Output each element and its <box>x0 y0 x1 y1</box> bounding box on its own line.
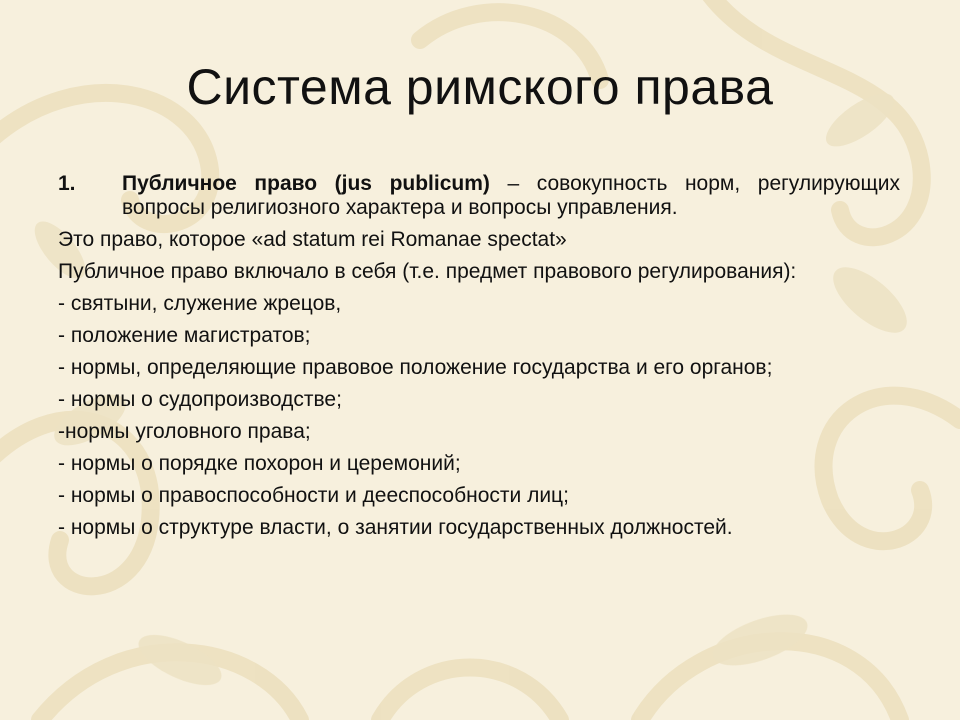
slide-title: Система римского права <box>186 59 774 115</box>
line-statum: Это право, которое «ad statum rei Romanae spectat» <box>58 228 567 251</box>
list-item: -нормы уголовного права; <box>58 420 311 443</box>
list-item: - положение магистратов; <box>58 324 311 347</box>
list-item: - нормы о порядке похорон и церемоний; <box>58 452 461 475</box>
numbered-item-1 <box>58 172 900 220</box>
item-number: 1. <box>58 172 76 195</box>
list-item: - нормы о судопроизводстве; <box>58 388 342 411</box>
item-text <box>122 172 900 220</box>
list-item: - нормы о правоспособности и дееспособности лиц; <box>58 484 569 507</box>
item-term: Публичное право (jus publicum) <box>122 172 490 195</box>
list-item: - святыни, служение жрецов, <box>58 292 342 315</box>
list-item: - нормы о структуре власти, о занятии государственных должностей. <box>58 516 733 539</box>
line-public-law-included: Публичное право включало в себя (т.е. предмет правового регулирования): <box>58 260 797 283</box>
item-definition: – совокупность норм, регулирующих вопросы религиозного характера и вопросы управления. <box>122 172 901 219</box>
slide-body <box>58 172 900 548</box>
list-item: - нормы, определяющие правовое положение государства и его органов; <box>58 356 773 379</box>
